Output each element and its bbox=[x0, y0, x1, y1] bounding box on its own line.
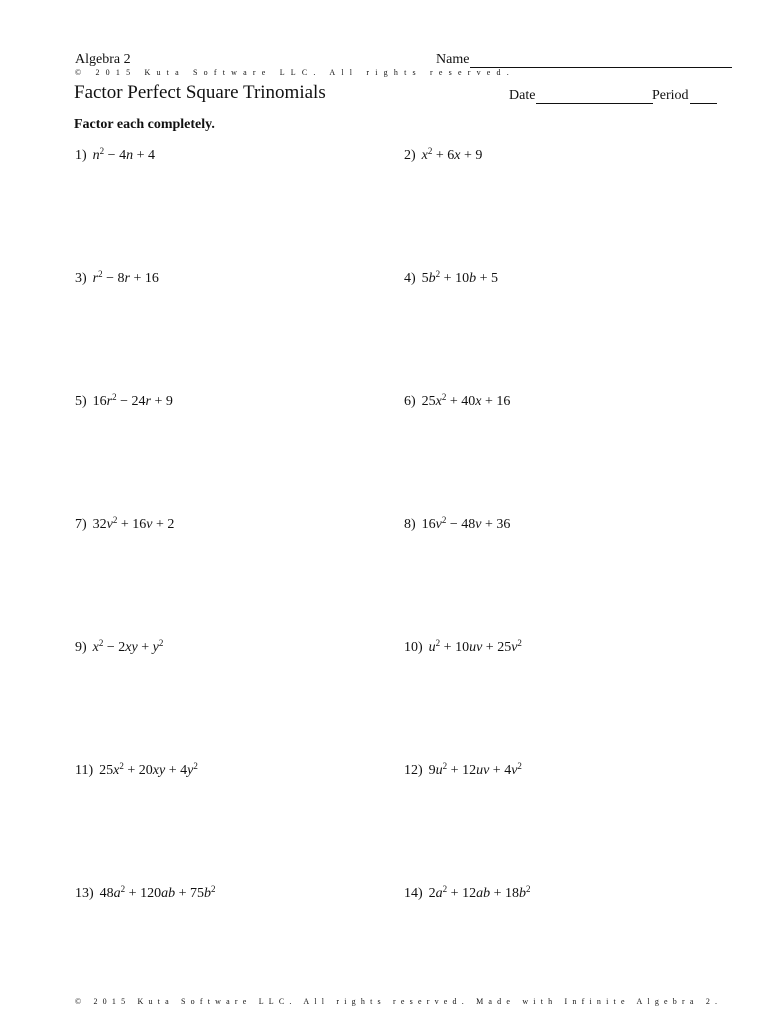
problem-expression: $u^2 + 10uv + 25v^2$ bbox=[428, 638, 522, 655]
problem-number: 2) bbox=[404, 148, 416, 163]
course-label: Algebra 2 bbox=[75, 52, 131, 67]
problem-number: 12) bbox=[404, 763, 423, 778]
problem-expression: $x^2 - 2xy + y^2$ bbox=[92, 638, 164, 655]
problem-number: 11) bbox=[75, 763, 94, 778]
name-field bbox=[436, 52, 732, 68]
problem-expression: $r^2 - 8r + 16$ bbox=[92, 269, 159, 286]
instructions: Factor each completely. bbox=[74, 117, 215, 132]
problem-number: 7) bbox=[75, 517, 87, 532]
problem-number: 5) bbox=[75, 394, 87, 409]
problem-3 bbox=[75, 271, 159, 287]
problem-expression: $32v^2 + 16v + 2$ bbox=[92, 515, 175, 532]
problem-number: 1) bbox=[75, 148, 87, 163]
problem-14 bbox=[404, 886, 530, 902]
problem-2 bbox=[404, 148, 482, 164]
worksheet-title: Factor Perfect Square Trinomials bbox=[74, 82, 326, 103]
problem-5 bbox=[75, 394, 173, 410]
problem-expression: $25x^2 + 20xy + 4y^2$ bbox=[99, 761, 198, 778]
problem-expression: $x^2 + 6x + 9$ bbox=[421, 146, 483, 163]
period-blank-line bbox=[690, 89, 717, 104]
problem-expression: $16v^2 - 48v + 36$ bbox=[421, 515, 511, 532]
problem-number: 13) bbox=[75, 886, 94, 901]
problem-expression: $9u^2 + 12uv + 4v^2$ bbox=[428, 761, 522, 778]
problem-expression: $2a^2 + 12ab + 18b^2$ bbox=[428, 884, 531, 901]
name-blank-line bbox=[470, 53, 732, 68]
problem-number: 6) bbox=[404, 394, 416, 409]
problem-expression: $16r^2 - 24r + 9$ bbox=[92, 392, 173, 409]
problem-number: 9) bbox=[75, 640, 87, 655]
problem-10 bbox=[404, 640, 522, 656]
problem-8 bbox=[404, 517, 510, 533]
name-label: Name bbox=[436, 52, 470, 67]
problem-13 bbox=[75, 886, 215, 902]
problem-expression: $48a^2 + 120ab + 75b^2$ bbox=[99, 884, 216, 901]
date-label: Date bbox=[509, 88, 536, 103]
problem-number: 4) bbox=[404, 271, 416, 286]
problem-9 bbox=[75, 640, 163, 656]
problem-12 bbox=[404, 763, 522, 779]
footer-copyright: © 2015 Kuta Software LLC. All rights reserved. Made with Infinite Algebra 2. bbox=[75, 997, 723, 1006]
problem-6 bbox=[404, 394, 510, 410]
problem-number: 3) bbox=[75, 271, 87, 286]
problem-expression: $25x^2 + 40x + 16$ bbox=[421, 392, 511, 409]
date-field bbox=[509, 88, 653, 104]
problem-1 bbox=[75, 148, 155, 164]
period-field bbox=[652, 88, 717, 104]
problem-number: 14) bbox=[404, 886, 423, 901]
problem-number: 8) bbox=[404, 517, 416, 532]
problem-number: 10) bbox=[404, 640, 423, 655]
period-label: Period bbox=[652, 88, 689, 103]
problem-expression: $n^2 - 4n + 4$ bbox=[92, 146, 155, 163]
problem-expression: $5b^2 + 10b + 5$ bbox=[421, 269, 498, 286]
problem-4 bbox=[404, 271, 498, 287]
header-copyright: © 2015 Kuta Software LLC. All rights reserved. bbox=[75, 68, 515, 77]
problem-11 bbox=[75, 763, 198, 779]
date-blank-line bbox=[536, 89, 653, 104]
problem-7 bbox=[75, 517, 174, 533]
